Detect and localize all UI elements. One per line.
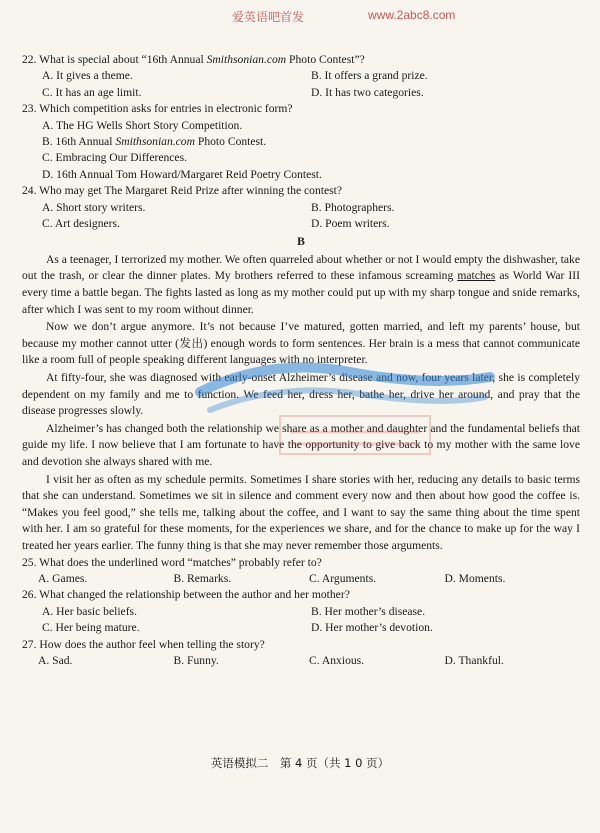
question-23-options [22,118,580,184]
question-25-options [22,571,580,587]
option-c: C. It has an age limit. [42,85,142,99]
passage-paragraph: As a teenager, I terrorized my mother. We often quarreled about whether or not I would empty the dishwasher, take out the trash, or clear the dinner plates. My brothers referred to these infamous screaming matches as World War III every time a battle began. The fights lasted as long as my mother could put up with my sharp tongue and snide remarks, after which I was sent to my room without dinner. [22,252,580,316]
header-site-url[interactable]: www.2abc8.com [368,8,456,22]
option-b: B. Photographers. [311,200,395,214]
passage-paragraph: Now we don’t argue anymore. It’s not because I’ve matured, gotten married, and left my parents’ house, but because my mother cannot utter (发出) enough words to form sentences. Her brain is a mess that cannot communicate like a room full of people speaking different languages with no interpreter. [22,320,580,367]
question-22-stem: 22. What is special about “16th Annual Smithsonian.com Photo Contest”? [22,53,365,66]
exam-content [22,52,580,669]
option-a: A. Sad. [38,654,73,667]
option-b: B. Her mother’s disease. [311,604,426,618]
question-27-stem: 27. How does the author feel when telling the story? [22,637,265,651]
option-d: D. Poem writers. [311,217,390,231]
question-25-stem: 25. What does the underlined word “matches” probably refer to? [22,555,322,569]
option-a: A. The HG Wells Short Story Competition. [42,118,243,132]
question-24 [22,183,580,232]
option-c: C. Embracing Our Differences. [42,151,187,165]
page-header [0,8,600,28]
option-c: C. Her being mature. [42,621,140,635]
question-26-stem: 26. What changed the relationship between the author and her mother? [22,588,350,602]
question-27 [22,637,580,670]
question-26 [22,587,580,636]
option-d: D. It has two categories. [311,85,424,99]
option-a: A. Her basic beliefs. [42,604,137,618]
question-24-options [22,200,580,233]
option-c: C. Arguments. [309,571,377,585]
option-b: B. 16th Annual Smithsonian.com Photo Contest. [42,135,267,149]
underlined-word: matches [457,269,496,283]
passage-paragraph: I visit her as often as my schedule permits. Sometimes I share stories with her, reducing any details to basic terms that she can understand. Sometimes we sit in silence and comment every now and then about how good the coffee is. “Makes you feel good,” she tells me, talking about the coffee, and I want to say the same thing about the time spent with her. I am so grateful for these moments, for the experiences we share, and for the chance to make up for the way I treated her years earlier. The funny thing is that she may never remember those arguments. [22,472,580,552]
option-b: B. Remarks. [173,571,232,585]
question-23-stem: 23. Which competition asks for entries in electronic form? [22,102,293,116]
option-c: C. Anxious. [309,654,365,667]
option-a: A. It gives a theme. [42,69,133,83]
question-25 [22,555,580,588]
question-26-options [22,604,580,637]
header-site-name[interactable]: 爱英语吧首发 [232,10,305,24]
option-d: D. Her mother’s devotion. [311,621,433,635]
question-27-options [22,653,580,669]
reading-passage [22,252,580,555]
option-a: A. Games. [38,571,88,585]
question-23 [22,101,580,183]
option-d: D. Thankful. [444,654,504,667]
question-24-stem: 24. Who may get The Margaret Reid Prize after winning the contest? [22,184,343,198]
page-footer: 英语模拟二 第 4 页（共 1 0 页） [210,756,390,770]
option-b: B. Funny. [173,654,219,667]
option-d: D. 16th Annual Tom Howard/Margaret Reid Poetry Contest. [42,167,322,181]
option-d: D. Moments. [444,571,506,585]
option-a: A. Short story writers. [42,200,146,214]
option-b: B. It offers a grand prize. [311,69,428,83]
passage-paragraph: Alzheimer’s has changed both the relationship we share as a mother and daughter and the fundamental beliefs that guide my life. I now believe that I am fortunate to have the opportunity to give back to my mother with the same love and devotion she always shared with me. [22,421,580,468]
question-22-options [22,68,580,101]
passage-paragraph: At fifty-four, she was diagnosed with early-onset Alzheimer’s disease and now, four years later, she is completely dependent on my family and me to function. We feed her, dress her, bathe her, drive her around, and pray that the disease progresses slowly. [22,371,580,418]
section-heading: B [297,235,305,249]
option-c: C. Art designers. [42,217,120,231]
question-22 [22,52,580,101]
